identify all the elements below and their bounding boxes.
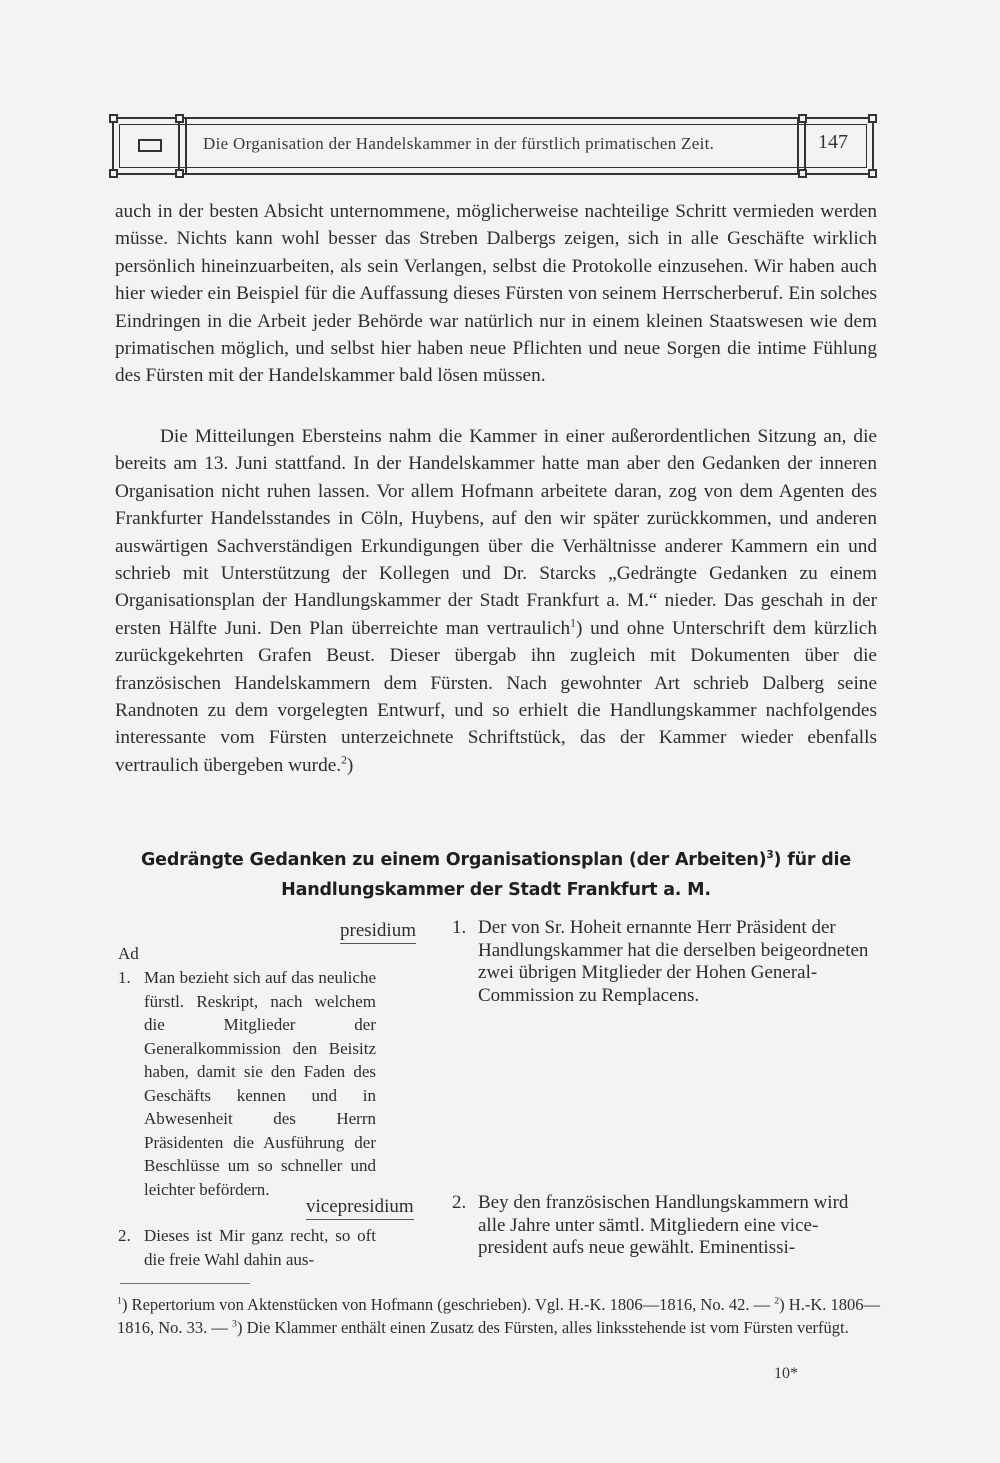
- section-label-vicepresidium: vicepresidium: [306, 1196, 414, 1220]
- document-title-text: ) für die: [773, 850, 852, 870]
- item-number: 2.: [452, 1192, 467, 1213]
- footnote-mark: 1: [117, 1295, 122, 1307]
- header-corner: [868, 114, 877, 123]
- header-corner: [868, 169, 877, 178]
- body-paragraph: auch in der besten Absicht unternommene, möglicherweise nachteilige Schritt vermieden werden müsse. Nichts kann wohl besser das Streben Dalbergs zeigen, sich in alle Geschäfte wirklich persönlich hineinzuarbeiten, als sein Verlangen, selbst die Protokolle einzusehen. Wir haben auch hier wieder ein Beispiel für die Auffassung dieses Fürsten von seinem Herrscherberuf. Ein solches Eindringen in die Arbeit jeder Behörde war natürlich nur in einem kleinen Staatswesen wie dem primatischen möglich, und selbst hier haben neue Pflichten und neue Sorgen die intime Fühlung des Fürsten mit der Handelskammer bald lösen müssen.: [115, 201, 877, 387]
- header-divider-right-2: [804, 117, 806, 175]
- document-title-line: [115, 845, 877, 875]
- left-note: [118, 1224, 376, 1271]
- left-note-item: [118, 966, 376, 1201]
- left-note: [118, 966, 376, 1201]
- item-text: Dieses ist Mir ganz recht, so oft die freie Wahl dahin aus-: [144, 1226, 376, 1269]
- paragraph-text: ) und ohne Unterschrift dem kürzlich zurückgekehrten Grafen Beust. Dieser übergab ihn zugleich mit Dokumenten über die französischen Handelskammern dem Fürsten. Nach gewohnter Art schrieb Dalberg seine Randnoten zu dem vorgelegten Entwurf, und so erhielt die Handlungskammer nachfolgendes interessante vom Fürsten unterzeichnete Schriftstück, das der Kammer wieder ebenfalls vertraulich übergeben wurde.: [115, 617, 878, 776]
- footnotes: [117, 1293, 880, 1339]
- header-corner: [798, 169, 807, 178]
- footnote-mark: 3: [766, 849, 774, 862]
- footnote-mark: 2: [341, 753, 347, 767]
- paragraph-text: Die Mitteilungen Ebersteins nahm die Kammer in einer außerordentlichen Sitzung an, die bereits am 13. Juni stattfand. In der Handelskammer hatte man aber den Gedanken der inneren Organisation nicht ruhen lassen. Vor allem Hofmann arbeitete daran, zog von dem Agenten des Frankfurter Handelsstandes in Cöln, Huybens, auf den wir später zurückkommen, und anderen auswärtigen Sachverständigen Erkundigungen über die Verhältnisse anderer Kammern ein und schrieb mit Unterstützung der Kollegen und Dr. Starcks „Gedrängte Gedanken zu einem Organisationsplan der Handlungskammer der Stadt Frankfurt a. M.“ nieder. Das geschah in der ersten Hälfte Juni. Den Plan überreichte man vertraulich: [115, 426, 877, 639]
- footnote-mark: 1: [570, 616, 576, 630]
- left-prefix: Ad: [118, 944, 139, 963]
- body-paragraph: [115, 423, 877, 779]
- document-title: [115, 845, 877, 905]
- header-corner: [175, 169, 184, 178]
- right-item: [452, 917, 880, 1007]
- right-item: [452, 1192, 880, 1260]
- item-number: 2.: [118, 1226, 131, 1245]
- running-title: Die Organisation der Handelskammer in der fürstlich primatischen Zeit.: [203, 134, 715, 153]
- section-label-presidium: presidium: [340, 920, 416, 944]
- item-number: 1.: [118, 968, 131, 987]
- header-divider-right: [797, 117, 799, 175]
- footnote-mark: 2: [774, 1295, 780, 1307]
- footnote-text: ) H.-K. 1806—1816, No. 33. —: [117, 1295, 880, 1337]
- header-divider-left-2: [185, 117, 187, 175]
- right-item-entry: [452, 917, 880, 1007]
- header-corner: [798, 114, 807, 123]
- footnote-text: ) Die Klammer enthält einen Zusatz des Fürsten, alles linksstehende ist vom Fürsten verfügt.: [236, 1318, 849, 1337]
- header-corner: [175, 114, 184, 123]
- header-ornament-icon: [138, 139, 162, 152]
- right-item-entry: [452, 1192, 880, 1260]
- signature-mark: 10*: [774, 1365, 798, 1382]
- footnote-rule: [120, 1283, 250, 1284]
- header-corner: [109, 114, 118, 123]
- page-number: 147: [818, 131, 848, 153]
- header-corner: [109, 169, 118, 178]
- footnote-text: ) Repertorium von Aktenstücken von Hofmann (geschrieben). Vgl. H.-K. 1806—1816, No. 42. —: [121, 1295, 775, 1314]
- item-text: Man bezieht sich auf das neuliche fürstl. Reskript, nach welchem die Mitglieder der Generalkommission den Beisitz haben, damit sie den Faden des Geschäfts kennen und in Abwesenheit des Herrn Präsidenten die Ausführung der Beschlüsse um so schneller und leichter befördern.: [144, 968, 376, 1199]
- item-text: Der von Sr. Hoheit ernannte Herr Präsident der Handlungskammer hat die derselben beigeordneten zwei übrigen Mitglieder der Hohen General-Commission zu Remplacens.: [478, 917, 869, 1006]
- footnote-mark: 3: [232, 1318, 237, 1330]
- item-number: 1.: [452, 917, 467, 938]
- left-note-item: [118, 1224, 376, 1271]
- running-header: [112, 117, 874, 175]
- paragraph-text: ): [346, 754, 354, 776]
- document-title-text: Gedrängte Gedanken zu einem Organisationsplan (der Arbeiten): [140, 850, 767, 870]
- header-divider-left: [178, 117, 180, 175]
- item-text: Bey den französischen Handlungskammern wird alle Jahre unter sämtl. Mitgliedern eine vice-president aufs neue gewählt. Eminentissi-: [478, 1192, 849, 1258]
- document-title-line: Handlungskammer der Stadt Frankfurt a. M.: [281, 880, 711, 900]
